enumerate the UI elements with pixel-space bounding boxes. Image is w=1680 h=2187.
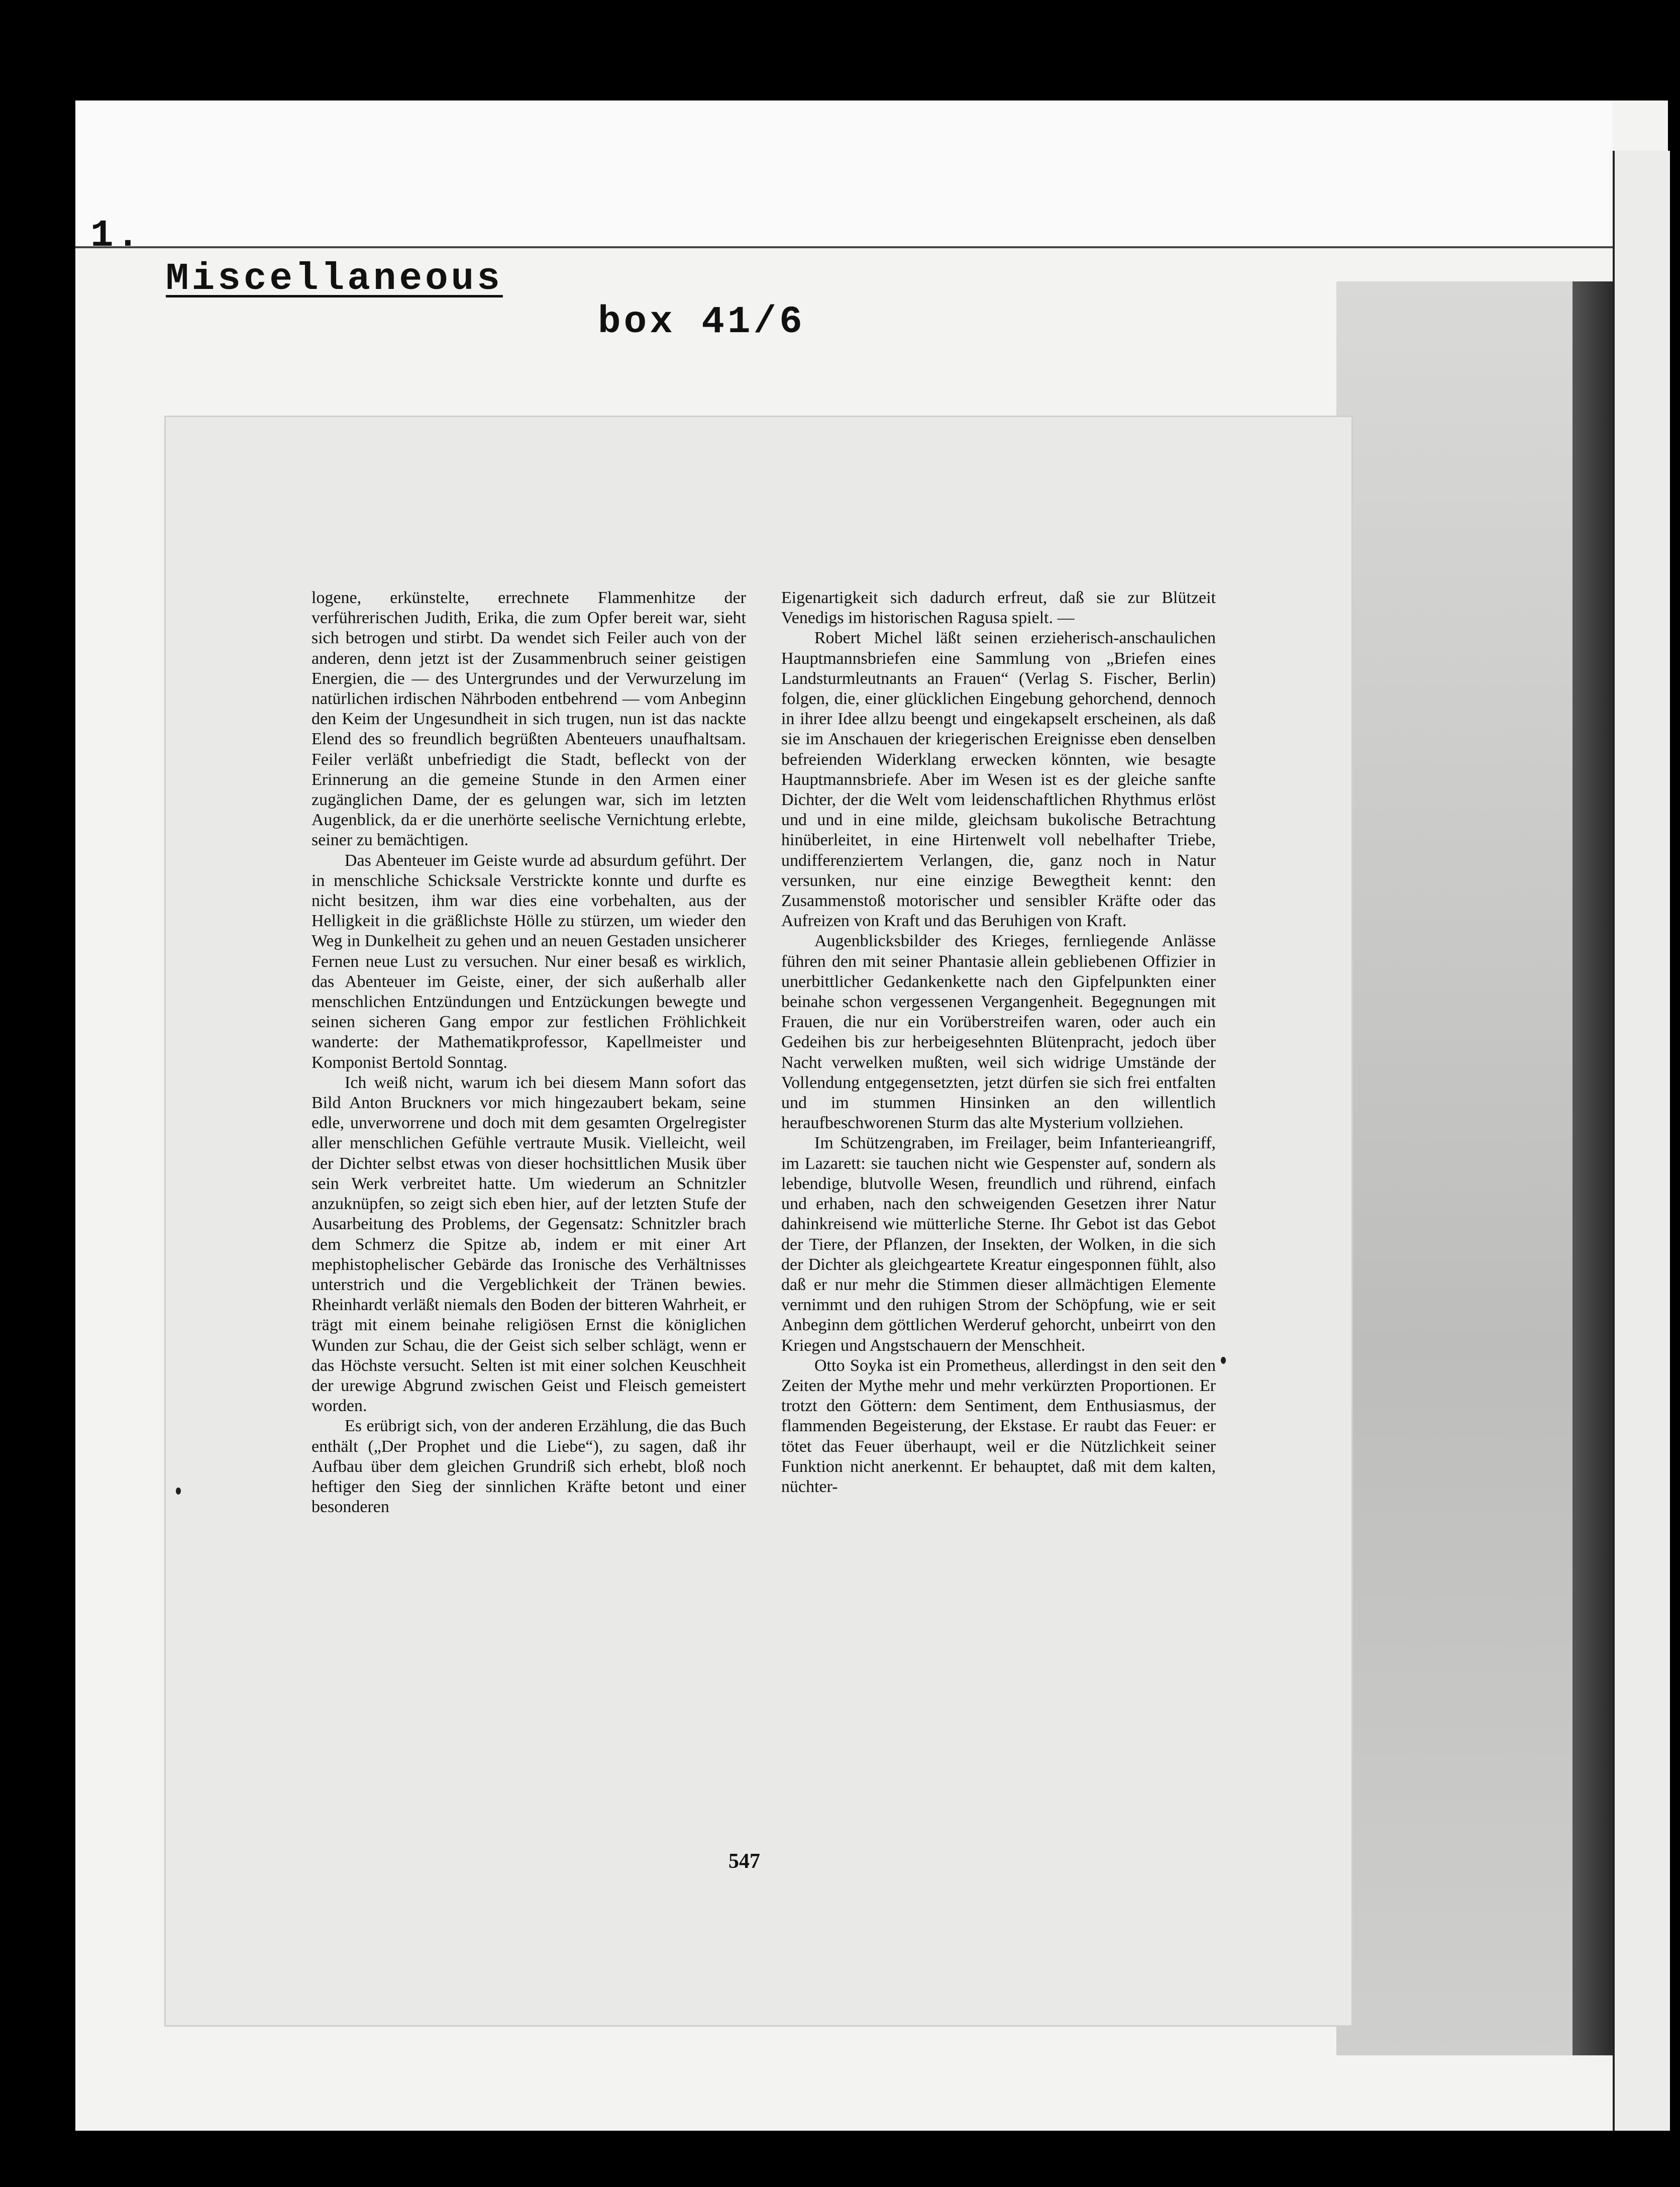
right-column — [781, 588, 1216, 1517]
mount-shadow — [1572, 281, 1613, 2055]
paragraph: Robert Michel läßt seinen erzieherisch-anschaulichen Hauptmannsbriefen eine Sammlung von „Briefen eines Landsturmleutnants an Frauen“ (Verlag S. Fischer, Berlin) folgen, die, einer glücklichen Eingebung gehorchend, dennoch in ihrer Idee allzu beengt und eingekapselt erscheinen, als daß sie im Anschauen der kriegerischen Ereignisse eben denselben befreienden Widerklang erwecken könnten, wie besagte Hauptmannsbriefe. Aber im Wesen ist es der gleiche sanfte Dichter, der die Welt vom leidenschaftlichen Rhythmus erlöst und und in eine milde, gleichsam bukolische Betrachtung hinüberleitet, in eine Hirtenwelt voll nebelhafter Triebe, undifferenziertem Verlangen, die, ganz noch in Natur versunken, nur eine einzige Bewegtheit kennt: den Zusammenstoß motorischer und sensibler Kräfte oder das Aufreizen von Kraft und das Beruhigen von Kraft. — [781, 629, 1216, 931]
paragraph: Es erübrigt sich, von der anderen Erzählung, die das Buch enthält („Der Prophet und die Liebe“), zu sagen, daß ihr Aufbau über dem gleichen Grundriß sich erhebt, bloß noch heftiger den Sieg der sinnlichen Kräfte betont und einer besonderen — [311, 1417, 746, 1517]
paragraph: Otto Soyka ist ein Prometheus, allerdingst in den seit den Zeiten der Mythe mehr und mehr verkürzten Proportionen. Er trotzt den Göttern: dem Sentiment, dem Enthusiasmus, der flammenden Begeisterung, der Ekstase. Er raubt das Feuer: er tötet das Feuer überhaupt, weil er die Nützlichkeit seiner Funktion nicht anerkennt. Er behauptet, daß mit dem kalten, nüchter- — [781, 1356, 1216, 1496]
paragraph: Ich weiß nicht, warum ich bei diesem Mann sofort das Bild Anton Bruckners vor mich hingezaubert bekam, seine edle, unverworrene und doch mit dem gesamten Orgelregister aller menschlichen Gefühle vertraute Musik. Vielleicht, weil der Dichter selbst etwas von dieser hochsittlichen Musik über sein Werk verbreitet hatte. Um wiederum an Schnitzler anzuknüpfen, so zeigt sich eben hier, auf der letzten Stufe der Ausarbeitung des Problems, der Gegensatz: Schnitzler brach dem Schmerz die Spitze ab, indem er mit einer Art mephistophelischer Gebärde das Ironische des Verhältnisses unterstrich und die Vergeblichkeit der Tränen bewies. Rheinhardt verläßt niemals den Boden der bitteren Wahrheit, er trägt mit einem beinahe religiösen Ernst die königlichen Wunden zur Schau, die der Geist sich selber schlägt, wenn er das Höchste versucht. Selten ist mit einer solchen Keuschheit der urewige Abgrund zwischen Geist und Fleisch gemeistert worden. — [311, 1073, 746, 1416]
paragraph: logene, erkünstelte, errechnete Flammenhitze der verführerischen Judith, Erika, die zum Opfer bereit war, sieht sich betrogen und stirbt. Da wendet sich Feiler auch von der anderen, denn jetzt ist der Zusammenbruch seiner geistigen Energien, die — des Untergrundes und der Verwurzelung im natürlichen irdischen Nährboden entbehrend — vom Anbeginn den Keim der Ungesundheit in sich trugen, nun ist das nackte Elend des so freundlich begrüßten Abenteuers unaufhaltsam. Feiler verläßt unbefriedigt die Stadt, befleckt von der Erinnerung an die gemeine Stunde in den Armen einer zugänglichen Dame, der es gelungen war, sich im letzten Augenblick, da er die unerhörte seelische Vernichtung erlebte, seiner zu bemächtigen. — [311, 588, 746, 850]
header-label — [75, 171, 805, 387]
page-number: 547 — [728, 1850, 760, 1873]
left-column — [311, 588, 746, 1517]
folder-header — [75, 101, 1613, 344]
paragraph: Eigenartigkeit sich dadurch erfreut, daß sie zur Blützeit Venedigs im historischen Ragusa spielt. — — [781, 588, 1216, 628]
header-title: Miscellaneous — [166, 257, 503, 301]
mount-background — [1336, 281, 1613, 2055]
header-number: 1. — [90, 214, 143, 257]
paragraph: Im Schützengraben, im Freilager, beim Infanterieangriff, im Lazarett: sie tauchen nicht wie Gespenster auf, sondern als lebendige, blutvolle Wesen, freundlich und rührend, einfach und erhaben, nach den schweigenden Gesetzen ihrer Natur dahinkreisend wie mütterliche Sterne. Ihr Gebot ist das Gebot der Tiere, der Pflanzen, der Insekten, der Wolken, in die sich der Dichter als gleichgeartete Kreatur eingesponnen fühlt, also daß er nur mehr die Stimmen dieser allmächtigen Elemente vernimmt und den ruhigen Strom der Schöpfung, wie er seit Anbeginn dem göttlichen Werderuf gehorcht, unbeirrt von den Kriegen und Angstschauern der Menschheit. — [781, 1134, 1216, 1355]
newspaper-clipping — [166, 417, 1351, 2025]
sheet-edge — [1613, 151, 1670, 2131]
scan-speck — [1221, 1357, 1226, 1364]
header-box: box 41/6 — [598, 301, 805, 344]
paragraph: Augenblicksbilder des Krieges, fernliegende Anlässe führen den mit seiner Phantasie allein gebliebenen Offizier in unerbittlicher Gedankenkette nach den Gipfelpunkten einer beinahe schon vergessenen Vergangenheit. Begegnungen mit Frauen, die nur ein Vorüberstreifen waren, oder auch ein Gedeihen bis zur herbeigesehnten Blütenpracht, jedoch über Nacht verwelken mußten, weil sich widrige Umstände der Vollendung entgegensetzten, jetzt dürfen sie sich frei entfalten und im stummen Hinsinken an den willentlich heraufbeschworenen Sturm das alte Mysterium vollziehen. — [781, 932, 1216, 1133]
scan-speck — [176, 1487, 181, 1495]
article-columns — [311, 588, 1316, 1517]
paragraph: Das Abenteuer im Geiste wurde ad absurdum geführt. Der in menschliche Schicksale Verstrickte konnte und durfte es nicht besitzen, ihm war dies eine vorbehalten, aus der Helligkeit in die gräßlichste Hölle zu stürzen, um wieder den Weg in Dunkelheit zu gehen und an neuen Gestaden unsicherer Fernen neue Lust zu versuchen. Nur einer besaß es wirklich, das Abenteuer im Geiste, einer, der sich außerhalb aller menschlichen Entzündungen und Entzückungen bewegte und seinen sicheren Gang empor zur festlichen Fröhlichkeit wanderte: der Mathematikprofessor, Kapellmeister und Komponist Bertold Sonntag. — [311, 851, 746, 1072]
